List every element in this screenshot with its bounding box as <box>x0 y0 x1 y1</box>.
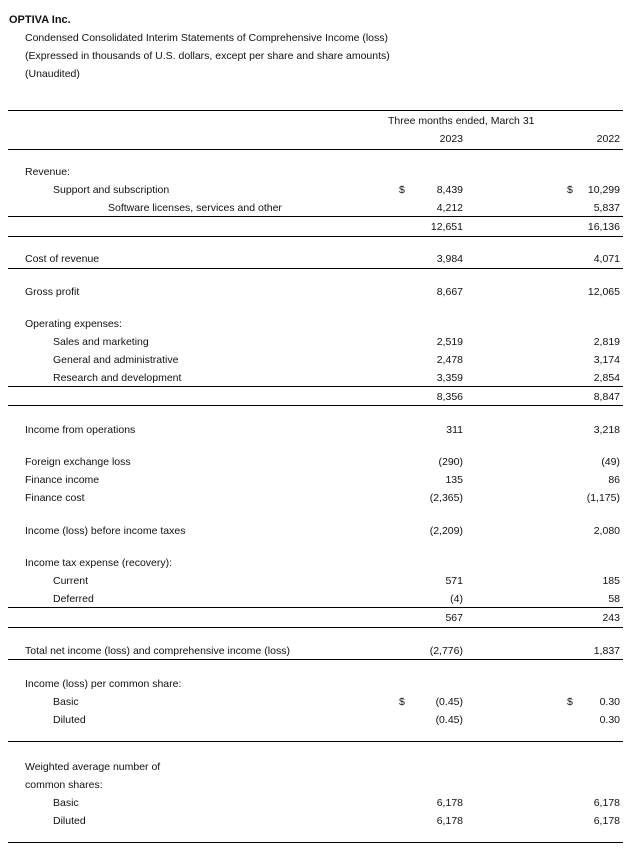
column-2022-header: 2022 <box>596 133 620 145</box>
software-2022: 5,837 <box>593 202 620 214</box>
net-income-2022: 1,837 <box>593 645 620 657</box>
fx-loss-2022: (49) <box>601 456 620 468</box>
rd-2022: 2,854 <box>593 372 620 384</box>
currency-symbol: $ <box>399 184 405 196</box>
rule <box>8 607 623 608</box>
currency-symbol: $ <box>399 696 405 708</box>
cost-of-revenue-2022: 4,071 <box>593 253 620 265</box>
support-label: Support and subscription <box>53 184 170 196</box>
rule <box>8 216 623 217</box>
shares-diluted-label: Diluted <box>53 815 86 827</box>
rule <box>8 627 623 628</box>
sales-2022: 2,819 <box>593 336 620 348</box>
tax-total-2022: 243 <box>602 612 620 624</box>
gross-profit-2023: 8,667 <box>436 286 463 298</box>
finance-cost-label: Finance cost <box>25 492 85 504</box>
opex-total-2022: 8,847 <box>593 391 620 403</box>
eps-label: Income (loss) per common share: <box>25 678 182 690</box>
shares-diluted-2022: 6,178 <box>593 815 620 827</box>
tax-deferred-label: Deferred <box>53 593 94 605</box>
cost-of-revenue-label: Cost of revenue <box>25 253 100 265</box>
rule <box>8 659 623 660</box>
cost-of-revenue-2023: 3,984 <box>436 253 463 265</box>
support-2022: 10,299 <box>587 184 620 196</box>
shares-basic-2023: 6,178 <box>436 797 463 809</box>
tax-current-2023: 571 <box>445 575 463 587</box>
rule <box>8 268 623 269</box>
shares-basic-label: Basic <box>53 797 79 809</box>
shares-label-line1: Weighted average number of <box>25 761 161 773</box>
income-ops-label: Income from operations <box>25 424 136 436</box>
currency-symbol: $ <box>567 184 573 196</box>
revenue-total-2023: 12,651 <box>430 221 463 233</box>
finance-cost-2022: (1,175) <box>586 492 620 504</box>
net-income-label: Total net income (loss) and comprehensive income (loss) <box>25 645 290 657</box>
opex-label: Operating expenses: <box>25 318 122 330</box>
audit-status: (Unaudited) <box>25 68 80 80</box>
rd-2023: 3,359 <box>436 372 463 384</box>
income-ops-2022: 3,218 <box>593 424 620 436</box>
finance-cost-2023: (2,365) <box>429 492 463 504</box>
rule <box>8 236 623 237</box>
software-label: Software licenses, services and other <box>108 202 282 214</box>
rule <box>8 405 623 406</box>
pretax-2023: (2,209) <box>429 525 463 537</box>
finance-income-2023: 135 <box>445 474 463 486</box>
shares-basic-2022: 6,178 <box>593 797 620 809</box>
revenue-total-2022: 16,136 <box>587 221 620 233</box>
software-2023: 4,212 <box>436 202 463 214</box>
ga-label: General and administrative <box>53 354 179 366</box>
income-ops-2023: 311 <box>446 424 463 436</box>
statement-basis: (Expressed in thousands of U.S. dollars, except per share and share amounts) <box>25 50 390 62</box>
finance-income-label: Finance income <box>25 474 100 486</box>
rule <box>8 741 623 742</box>
revenue-label: Revenue: <box>25 166 70 178</box>
eps-basic-label: Basic <box>53 696 79 708</box>
pretax-2022: 2,080 <box>593 525 620 537</box>
shares-label-line2: common shares: <box>25 779 103 791</box>
rd-label: Research and development <box>53 372 182 384</box>
header-rule <box>8 149 623 150</box>
support-2023: 8,439 <box>436 184 463 196</box>
rule <box>8 386 623 387</box>
tax-current-2022: 185 <box>602 575 620 587</box>
fx-loss-2023: (290) <box>438 456 463 468</box>
tax-label: Income tax expense (recovery): <box>25 557 173 569</box>
table-top-rule <box>8 110 623 111</box>
finance-income-2022: 86 <box>608 474 620 486</box>
table-bottom-rule <box>8 842 623 843</box>
gross-profit-label: Gross profit <box>25 286 80 298</box>
company-name: OPTIVA Inc. <box>9 14 71 26</box>
tax-deferred-2023: (4) <box>450 593 463 605</box>
eps-basic-2022: 0.30 <box>599 696 620 708</box>
fx-loss-label: Foreign exchange loss <box>25 456 131 468</box>
currency-symbol: $ <box>567 696 573 708</box>
sales-label: Sales and marketing <box>53 336 149 348</box>
eps-basic-2023: (0.45) <box>435 696 463 708</box>
tax-total-2023: 567 <box>445 612 463 624</box>
column-2023-header: 2023 <box>439 133 463 145</box>
shares-diluted-2023: 6,178 <box>436 815 463 827</box>
ga-2022: 3,174 <box>593 354 620 366</box>
net-income-2023: (2,776) <box>429 645 463 657</box>
eps-diluted-label: Diluted <box>53 714 86 726</box>
opex-total-2023: 8,356 <box>436 391 463 403</box>
tax-current-label: Current <box>53 575 89 587</box>
ga-2023: 2,478 <box>436 354 463 366</box>
sales-2023: 2,519 <box>436 336 463 348</box>
period-header: Three months ended, March 31 <box>388 115 535 127</box>
eps-diluted-2022: 0.30 <box>599 714 620 726</box>
statement-title: Condensed Consolidated Interim Statements of Comprehensive Income (loss) <box>25 32 389 44</box>
eps-diluted-2023: (0.45) <box>435 714 463 726</box>
pretax-label: Income (loss) before income taxes <box>25 525 186 537</box>
tax-deferred-2022: 58 <box>608 593 620 605</box>
gross-profit-2022: 12,065 <box>587 286 620 298</box>
